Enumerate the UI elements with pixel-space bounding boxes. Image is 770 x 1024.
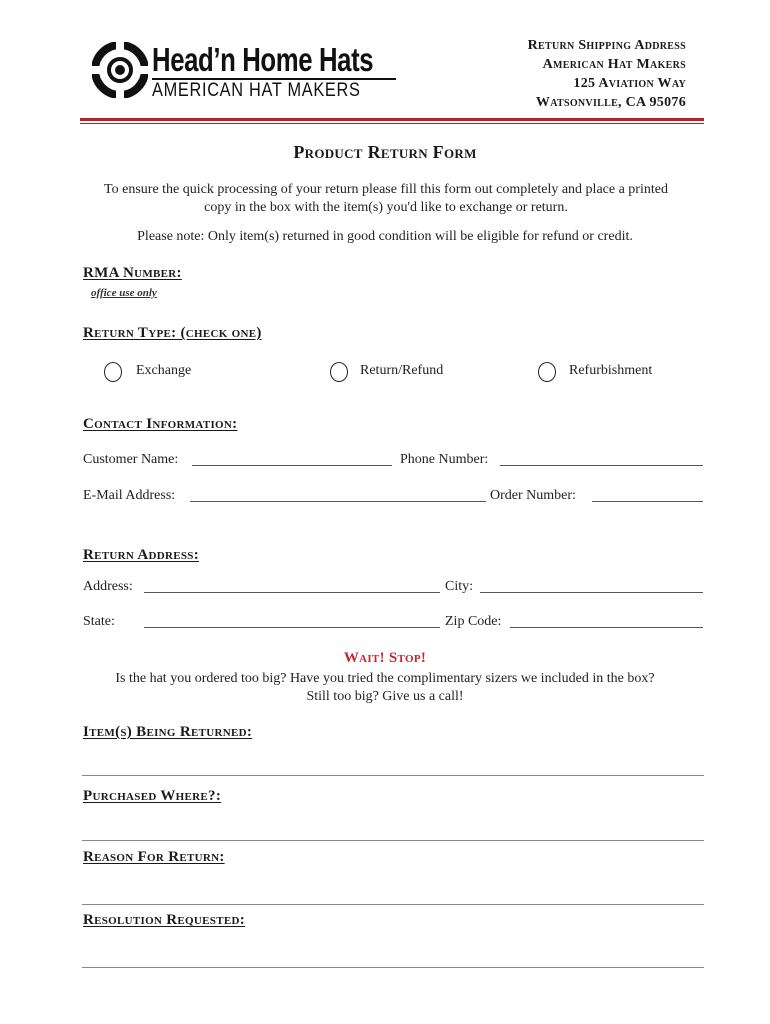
wait-stop-line-2: Still too big? Give us a call! bbox=[306, 689, 464, 704]
address-label: Address: bbox=[83, 579, 133, 594]
return-refund-radio[interactable] bbox=[330, 362, 348, 382]
exchange-radio[interactable] bbox=[104, 362, 122, 382]
city-field[interactable] bbox=[480, 592, 703, 593]
state-label: State: bbox=[83, 614, 115, 629]
purchased-where-heading: Purchased Where?: bbox=[83, 788, 222, 804]
life-ring-logo-icon bbox=[92, 42, 148, 98]
items-returned-field[interactable] bbox=[82, 775, 704, 776]
logo-subtitle: AMERICAN HAT MAKERS bbox=[152, 80, 361, 101]
shipping-line-1: American Hat Makers bbox=[542, 57, 686, 72]
address-field[interactable] bbox=[144, 592, 440, 593]
return-type-heading: Return Type: (check one) bbox=[83, 325, 262, 341]
form-intro: To ensure the quick processing of your return please fill this form out completely and place a printed copy in the box with the item(s) you'd like to exchange or return. bbox=[104, 182, 668, 215]
order-number-label: Order Number: bbox=[490, 488, 576, 503]
header-divider-thick bbox=[80, 118, 704, 121]
form-note: Please note: Only item(s) returned in good condition will be eligible for refund or credit. bbox=[137, 229, 633, 244]
refurbishment-label: Refurbishment bbox=[569, 363, 653, 378]
refurbishment-radio[interactable] bbox=[538, 362, 556, 382]
email-label: E-Mail Address: bbox=[83, 488, 176, 503]
resolution-requested-heading: Resolution Requested: bbox=[83, 912, 246, 928]
reason-for-return-field[interactable] bbox=[82, 904, 704, 905]
shipping-line-3: Watsonville, CA 95076 bbox=[535, 95, 686, 110]
phone-number-label: Phone Number: bbox=[400, 452, 489, 467]
resolution-requested-field[interactable] bbox=[82, 967, 704, 968]
contact-heading: Contact Information: bbox=[83, 416, 238, 432]
customer-name-label: Customer Name: bbox=[83, 452, 179, 467]
form-title: Product Return Form bbox=[293, 142, 477, 162]
customer-name-field[interactable] bbox=[192, 465, 392, 466]
exchange-label: Exchange bbox=[136, 363, 192, 378]
logo-title: Head’n Home Hats bbox=[152, 41, 374, 78]
wait-stop-message bbox=[80, 670, 690, 706]
reason-for-return-heading: Reason For Return: bbox=[83, 849, 225, 865]
state-field[interactable] bbox=[144, 627, 440, 628]
wait-stop-title: Wait! Stop! bbox=[343, 650, 427, 666]
purchased-where-field[interactable] bbox=[82, 840, 704, 841]
return-shipping-address bbox=[528, 36, 686, 112]
rma-office-use-note: office use only bbox=[91, 287, 157, 299]
shipping-heading: Return Shipping Address bbox=[527, 38, 686, 53]
city-label: City: bbox=[445, 579, 474, 594]
zip-code-label: Zip Code: bbox=[445, 614, 502, 629]
zip-code-field[interactable] bbox=[510, 627, 703, 628]
wait-stop-line-1: Is the hat you ordered too big? Have you tried the complimentary sizers we included in the box? bbox=[115, 671, 655, 686]
return-address-heading: Return Address: bbox=[83, 547, 199, 563]
items-returned-heading: Item(s) Being Returned: bbox=[83, 724, 253, 740]
order-number-field[interactable] bbox=[592, 501, 703, 502]
phone-number-field[interactable] bbox=[500, 465, 703, 466]
company-logo bbox=[92, 40, 402, 106]
return-refund-label: Return/Refund bbox=[360, 363, 444, 378]
shipping-line-2: 125 Aviation Way bbox=[573, 76, 686, 91]
rma-heading: RMA Number: bbox=[83, 265, 182, 281]
header-divider-thin bbox=[80, 123, 704, 124]
email-field[interactable] bbox=[190, 501, 486, 502]
